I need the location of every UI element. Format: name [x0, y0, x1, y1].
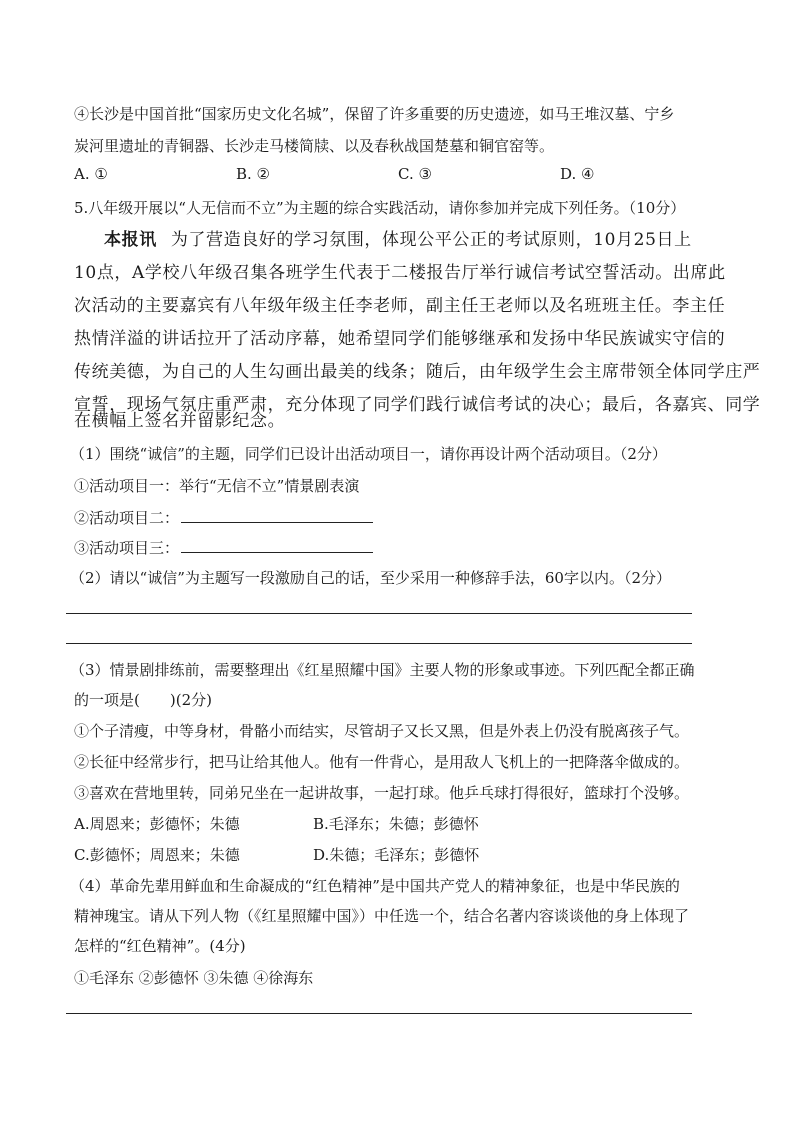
- sub3-statement-3: ③喜欢在营地里转，同弟兄坐在一起讲故事，一起打球。他乒乓球打得很好，篮球打个没够。: [74, 784, 690, 802]
- sub3-option-a: A.周恩来；彭德怀；朱德: [74, 815, 240, 833]
- sub1-item2-row: [74, 508, 373, 528]
- news-line-2: 10点，A学校八年级召集各班学生代表于二楼报告厅举行诚信考试空誓活动。出席此: [74, 263, 726, 283]
- sub2-answer-line-2[interactable]: [66, 643, 692, 644]
- sub1-item2-blank[interactable]: [181, 508, 373, 523]
- sub3-question-line2-a: 的一项是(: [74, 691, 140, 709]
- news-line-1-text: 为了营造良好的学习氛围，体现公平公正的考试原则，10月25日上: [170, 230, 692, 250]
- sub4-line-3: 怎样的“红色精神”。(4分): [74, 937, 246, 955]
- q4-option-a: A. ①: [74, 165, 108, 183]
- q4-option-b: B. ②: [236, 165, 271, 183]
- sub4-choices: ①毛泽东 ②彭德怀 ③朱德 ④徐海东: [74, 969, 314, 987]
- news-line-3: 次活动的主要嘉宾有八年级年级主任李老师，副主任王老师以及名班班主任。李主任: [74, 296, 726, 316]
- q4-item4-line1: ④长沙是中国首批“国家历史文化名城”，保留了许多重要的历史遗迹，如马王堆汉墓、宁乡: [74, 105, 675, 123]
- sub3-statement-2: ②长征中经常步行，把马让给其他人。他有一件背心，是用敌人飞机上的一把降落伞做成的。: [74, 753, 690, 771]
- news-line-4: 热情洋溢的讲话拉开了活动序幕，她希望同学们能够继承和发扬中华民族诚实守信的: [74, 329, 726, 349]
- q4-option-c: C. ③: [398, 165, 432, 183]
- sub1-item3-row: [74, 538, 373, 558]
- sub1-item2-label: ②活动项目二：: [74, 509, 180, 527]
- news-line-1: [104, 229, 692, 251]
- q5-title: 5.八年级开展以“人无信而不立”为主题的综合实践活动，请你参加并完成下列任务。（10分）: [74, 199, 686, 217]
- sub4-line-1: （4）革命先辈用鲜血和生命凝成的“红色精神”是中国共产党人的精神象征，也是中华民族的: [70, 877, 680, 895]
- sub4-answer-line[interactable]: [66, 1013, 692, 1014]
- sub3-option-d: D.朱德；毛泽东；彭德怀: [313, 846, 480, 864]
- sub3-question-line1: （3）情景剧排练前，需要整理出《红星照耀中国》主要人物的形象或事迹。下列匹配全都正确: [70, 661, 695, 679]
- news-line-5: 传统美德，为自己的人生勾画出最美的线条；随后，由年级学生会主席带领全体同学庄严: [74, 362, 761, 382]
- news-head: 本报讯: [104, 230, 157, 250]
- sub3-statement-1: ①个子清瘦，中等身材，骨骼小而结实，尽管胡子又长又黑，但是外表上仍没有脱离孩子气。: [74, 722, 690, 740]
- sub3-option-b: B.毛泽东；朱德；彭德怀: [313, 815, 479, 833]
- sub1-question: （1）围绕“诚信”的主题，同学们已设计出活动项目一，请你再设计两个活动项目。（2分）: [70, 445, 667, 463]
- q4-option-d: D. ④: [560, 165, 595, 183]
- sub2-question: （2）请以“诚信”为主题写一段激励自己的话，至少采用一种修辞手法，60字以内。（2分）: [70, 569, 672, 587]
- sub1-item3-label: ③活动项目三：: [74, 539, 180, 557]
- sub3-question-line2: [74, 690, 212, 710]
- sub3-option-c: C.彭德怀；周恩来；朱德: [74, 846, 240, 864]
- q4-item4-line2: 炭河里遗址的青铜器、长沙走马楼简牍、以及春秋战国楚墓和铜官窑等。: [74, 137, 555, 155]
- sub2-answer-line-1[interactable]: [66, 613, 692, 614]
- sub1-item3-blank[interactable]: [181, 538, 373, 553]
- news-line-6: 宣誓，现场气氛庄重严肃，充分体现了同学们践行诚信考试的决心；最后，各嘉宾、同学: [74, 395, 761, 415]
- sub1-item1: ①活动项目一：举行“无信不立”情景剧表演: [74, 477, 360, 495]
- news-line-7: 在横幅上签名并留影纪念。: [74, 411, 286, 431]
- sub3-question-line2-b: )(2分): [169, 691, 212, 709]
- sub4-line-2: 精神瑰宝。请从下列人物（《红星照耀中国》）中任选一个，结合名著内容谈谈他的身上体现了: [74, 907, 690, 925]
